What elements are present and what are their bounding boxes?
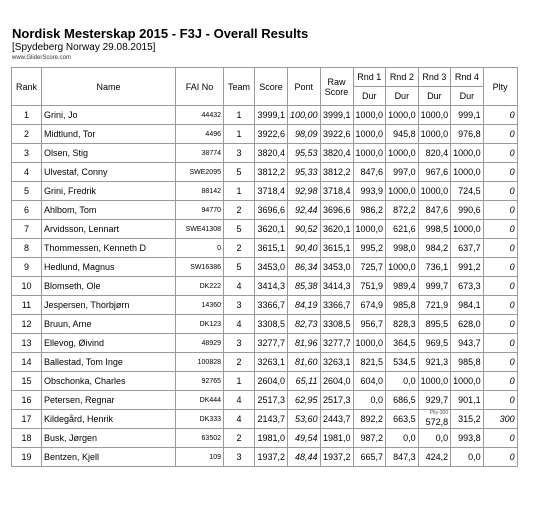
pont-cell: 84,19 xyxy=(288,296,321,315)
rnd3-cell: 967,6 xyxy=(418,163,451,182)
rank-cell: 13 xyxy=(12,334,42,353)
rnd3-cell: 736,1 xyxy=(418,258,451,277)
rnd4-cell: 901,1 xyxy=(451,391,484,410)
table-row xyxy=(12,106,518,125)
rnd1-cell: 956,7 xyxy=(353,315,386,334)
rnd2-cell: 989,4 xyxy=(386,277,419,296)
fai-cell: 44432 xyxy=(176,106,224,125)
team-cell: 5 xyxy=(224,258,255,277)
rnd1-cell: 725,7 xyxy=(353,258,386,277)
table-row xyxy=(12,201,518,220)
raw-score-cell: 3620,1 xyxy=(320,220,353,239)
rnd2-cell: 828,3 xyxy=(386,315,419,334)
plty-cell: 0 xyxy=(483,277,517,296)
score-cell: 2143,7 xyxy=(255,410,288,429)
fai-cell: 92765 xyxy=(176,372,224,391)
rnd4-cell: 985,8 xyxy=(451,353,484,372)
fai-cell: DK222 xyxy=(176,277,224,296)
rnd3-cell: 847,6 xyxy=(418,201,451,220)
plty-cell: 0 xyxy=(483,429,517,448)
pont-cell: 53,60 xyxy=(288,410,321,429)
pont-cell: 90,52 xyxy=(288,220,321,239)
pont-cell: 95,33 xyxy=(288,163,321,182)
col-name-header: Name xyxy=(42,68,176,106)
score-cell: 3718,4 xyxy=(255,182,288,201)
name-cell: Arvidsson, Lennart xyxy=(42,220,176,239)
raw-score-cell: 3999,1 xyxy=(320,106,353,125)
plty-cell: 0 xyxy=(483,315,517,334)
raw-score-cell: 3718,4 xyxy=(320,182,353,201)
rnd4-cell: 1000,0 xyxy=(451,372,484,391)
rnd2-cell: 985,8 xyxy=(386,296,419,315)
pont-cell: 86,34 xyxy=(288,258,321,277)
rnd4-cell: 999,1 xyxy=(451,106,484,125)
table-row xyxy=(12,429,518,448)
rnd1-cell: 674,9 xyxy=(353,296,386,315)
score-cell: 2604,0 xyxy=(255,372,288,391)
fai-cell: 0 xyxy=(176,239,224,258)
table-row xyxy=(12,448,518,467)
team-cell: 4 xyxy=(224,315,255,334)
raw-score-cell: 3308,5 xyxy=(320,315,353,334)
rnd4-cell: 315,2 xyxy=(451,410,484,429)
rnd3-cell: 0,0 xyxy=(418,429,451,448)
rank-cell: 6 xyxy=(12,201,42,220)
raw-score-cell: 3922,6 xyxy=(320,125,353,144)
rank-cell: 3 xyxy=(12,144,42,163)
name-cell: Busk, Jørgen xyxy=(42,429,176,448)
rnd3-cell: 1000,0 xyxy=(418,182,451,201)
name-cell: Olsen, Stig xyxy=(42,144,176,163)
raw-score-cell: 3277,7 xyxy=(320,334,353,353)
plty-cell: 0 xyxy=(483,144,517,163)
rnd2-cell: 847,3 xyxy=(386,448,419,467)
fai-cell: DK444 xyxy=(176,391,224,410)
rnd1-cell: 821,5 xyxy=(353,353,386,372)
table-row xyxy=(12,220,518,239)
rnd1-cell: 1000,0 xyxy=(353,220,386,239)
rnd2-cell: 1000,0 xyxy=(386,182,419,201)
fai-cell: SWE41308 xyxy=(176,220,224,239)
rnd3-cell: 1000,0 xyxy=(418,106,451,125)
rank-cell: 5 xyxy=(12,182,42,201)
plty-cell: 0 xyxy=(483,201,517,220)
score-cell: 3696,6 xyxy=(255,201,288,220)
col-raw-header: Raw Score xyxy=(320,68,353,106)
col-rnd4-dur-header: Dur xyxy=(451,87,484,106)
score-cell: 3620,1 xyxy=(255,220,288,239)
fai-cell: 14360 xyxy=(176,296,224,315)
name-cell: Thommessen, Kenneth D xyxy=(42,239,176,258)
rnd1-cell: 995,2 xyxy=(353,239,386,258)
rnd4-cell: 637,7 xyxy=(451,239,484,258)
event-subtitle: [Spydeberg Norway 29.08.2015] xyxy=(12,42,156,53)
rnd4-cell: 993,8 xyxy=(451,429,484,448)
fai-cell: 38774 xyxy=(176,144,224,163)
name-cell: Bentzen, Kjell xyxy=(42,448,176,467)
score-cell: 3414,3 xyxy=(255,277,288,296)
rnd4-cell: 943,7 xyxy=(451,334,484,353)
plty-cell: 0 xyxy=(483,163,517,182)
rnd4-cell: 1000,0 xyxy=(451,144,484,163)
results-table xyxy=(11,67,518,467)
table-row xyxy=(12,144,518,163)
rnd4-cell: 0,0 xyxy=(451,448,484,467)
rnd3-cell: 1000,0 xyxy=(418,372,451,391)
team-cell: 5 xyxy=(224,220,255,239)
plty-cell: 0 xyxy=(483,182,517,201)
table-row xyxy=(12,334,518,353)
pont-cell: 90,40 xyxy=(288,239,321,258)
table-row xyxy=(12,182,518,201)
table-row xyxy=(12,296,518,315)
score-cell: 3922,6 xyxy=(255,125,288,144)
score-cell: 3263,1 xyxy=(255,353,288,372)
rnd2-cell: 1000,0 xyxy=(386,258,419,277)
pont-cell: 95,53 xyxy=(288,144,321,163)
pont-cell: 81,96 xyxy=(288,334,321,353)
score-cell: 1981,0 xyxy=(255,429,288,448)
name-cell: Blomseth, Ole xyxy=(42,277,176,296)
raw-score-cell: 2604,0 xyxy=(320,372,353,391)
team-cell: 3 xyxy=(224,448,255,467)
rnd3-cell: 721,9 xyxy=(418,296,451,315)
fai-cell: 109 xyxy=(176,448,224,467)
rank-cell: 7 xyxy=(12,220,42,239)
rnd4-cell: 984,1 xyxy=(451,296,484,315)
page-title: Nordisk Mesterskap 2015 - F3J - Overall Results xyxy=(12,26,309,41)
rnd4-cell: 976,8 xyxy=(451,125,484,144)
plty-cell: 0 xyxy=(483,106,517,125)
pont-cell: 82,73 xyxy=(288,315,321,334)
table-row xyxy=(12,353,518,372)
table-row xyxy=(12,125,518,144)
team-cell: 1 xyxy=(224,182,255,201)
rnd2-cell: 1000,0 xyxy=(386,106,419,125)
name-cell: Grini, Fredrik xyxy=(42,182,176,201)
plty-cell: 300 xyxy=(483,410,517,429)
rnd2-cell: 534,5 xyxy=(386,353,419,372)
table-body xyxy=(12,106,518,467)
fai-cell: 63502 xyxy=(176,429,224,448)
rnd2-cell: 621,6 xyxy=(386,220,419,239)
name-cell: Jespersen, Thorbjørn xyxy=(42,296,176,315)
team-cell: 4 xyxy=(224,410,255,429)
name-cell: Ahlbom, Tom xyxy=(42,201,176,220)
rank-cell: 1 xyxy=(12,106,42,125)
col-rnd2-dur-header: Dur xyxy=(386,87,419,106)
rnd1-cell: 986,2 xyxy=(353,201,386,220)
pont-cell: 81,60 xyxy=(288,353,321,372)
rank-cell: 4 xyxy=(12,163,42,182)
pont-cell: 98,09 xyxy=(288,125,321,144)
col-fai-header: FAI No xyxy=(176,68,224,106)
score-cell: 3308,5 xyxy=(255,315,288,334)
fai-cell: SW16386 xyxy=(176,258,224,277)
score-cell: 3615,1 xyxy=(255,239,288,258)
col-rnd2-header: Rnd 2 xyxy=(386,68,419,87)
col-rnd4-header: Rnd 4 xyxy=(451,68,484,87)
table-row xyxy=(12,410,518,429)
name-cell: Obschonka, Charles xyxy=(42,372,176,391)
table-row xyxy=(12,315,518,334)
plty-cell: 0 xyxy=(483,125,517,144)
pont-cell: 65,11 xyxy=(288,372,321,391)
name-cell: Midtlund, Tor xyxy=(42,125,176,144)
team-cell: 5 xyxy=(224,163,255,182)
team-cell: 4 xyxy=(224,277,255,296)
rank-cell: 10 xyxy=(12,277,42,296)
rnd2-cell: 998,0 xyxy=(386,239,419,258)
penalty-note: Plty-300 xyxy=(429,410,449,416)
rnd3-value: 572,8 xyxy=(425,417,449,427)
col-rank-header: Rank xyxy=(12,68,42,106)
pont-cell: 48,44 xyxy=(288,448,321,467)
plty-cell: 0 xyxy=(483,258,517,277)
plty-cell: 0 xyxy=(483,353,517,372)
rnd1-cell: 665,7 xyxy=(353,448,386,467)
team-cell: 4 xyxy=(224,391,255,410)
raw-score-cell: 2517,3 xyxy=(320,391,353,410)
table-row xyxy=(12,258,518,277)
rnd3-cell: 998,5 xyxy=(418,220,451,239)
team-cell: 3 xyxy=(224,296,255,315)
rank-cell: 19 xyxy=(12,448,42,467)
team-cell: 2 xyxy=(224,239,255,258)
score-cell: 3277,7 xyxy=(255,334,288,353)
rnd1-cell: 751,9 xyxy=(353,277,386,296)
fai-cell: DK123 xyxy=(176,315,224,334)
rank-cell: 16 xyxy=(12,391,42,410)
rnd2-cell: 663,5 xyxy=(386,410,419,429)
raw-score-cell: 1937,2 xyxy=(320,448,353,467)
pont-cell: 62,95 xyxy=(288,391,321,410)
raw-score-cell: 3812,2 xyxy=(320,163,353,182)
score-cell: 3812,2 xyxy=(255,163,288,182)
plty-cell: 0 xyxy=(483,296,517,315)
plty-cell: 0 xyxy=(483,391,517,410)
raw-score-cell: 3263,1 xyxy=(320,353,353,372)
team-cell: 1 xyxy=(224,106,255,125)
col-rnd3-dur-header: Dur xyxy=(418,87,451,106)
fai-cell: 94770 xyxy=(176,201,224,220)
rnd2-cell: 0,0 xyxy=(386,372,419,391)
raw-score-cell: 3820,4 xyxy=(320,144,353,163)
rnd4-cell: 1000,0 xyxy=(451,163,484,182)
rnd3-cell: 1000,0 xyxy=(418,125,451,144)
col-rnd1-header: Rnd 1 xyxy=(353,68,386,87)
rnd2-cell: 0,0 xyxy=(386,429,419,448)
team-cell: 1 xyxy=(224,372,255,391)
score-cell: 3366,7 xyxy=(255,296,288,315)
name-cell: Petersen, Regnar xyxy=(42,391,176,410)
rnd3-cell xyxy=(418,410,451,429)
rnd1-cell: 1000,0 xyxy=(353,334,386,353)
rank-cell: 17 xyxy=(12,410,42,429)
col-rnd3-header: Rnd 3 xyxy=(418,68,451,87)
name-cell: Bruun, Arne xyxy=(42,315,176,334)
table-row xyxy=(12,239,518,258)
plty-cell: 0 xyxy=(483,372,517,391)
rank-cell: 8 xyxy=(12,239,42,258)
raw-score-cell: 3615,1 xyxy=(320,239,353,258)
plty-cell: 0 xyxy=(483,239,517,258)
rank-cell: 14 xyxy=(12,353,42,372)
team-cell: 1 xyxy=(224,125,255,144)
raw-score-cell: 1981,0 xyxy=(320,429,353,448)
site-credit: www.GliderScore.com xyxy=(12,55,72,61)
rank-cell: 18 xyxy=(12,429,42,448)
fai-cell: 88142 xyxy=(176,182,224,201)
rnd2-cell: 364,5 xyxy=(386,334,419,353)
team-cell: 2 xyxy=(224,429,255,448)
pont-cell: 92,98 xyxy=(288,182,321,201)
rnd1-cell: 993,9 xyxy=(353,182,386,201)
name-cell: Ulvestaf, Conny xyxy=(42,163,176,182)
pont-cell: 85,38 xyxy=(288,277,321,296)
col-rnd1-dur-header: Dur xyxy=(353,87,386,106)
pont-cell: 92,44 xyxy=(288,201,321,220)
rnd2-cell: 945,8 xyxy=(386,125,419,144)
rank-cell: 2 xyxy=(12,125,42,144)
rnd1-cell: 892,2 xyxy=(353,410,386,429)
name-cell: Grini, Jo xyxy=(42,106,176,125)
rnd3-cell: 969,5 xyxy=(418,334,451,353)
plty-cell: 0 xyxy=(483,220,517,239)
rnd4-cell: 1000,0 xyxy=(451,220,484,239)
rnd3-cell: 929,7 xyxy=(418,391,451,410)
rnd4-cell: 724,5 xyxy=(451,182,484,201)
table-header xyxy=(12,68,518,106)
rnd3-cell: 984,2 xyxy=(418,239,451,258)
rnd3-cell: 820,4 xyxy=(418,144,451,163)
name-cell: Kildegård, Henrik xyxy=(42,410,176,429)
rnd2-cell: 872,2 xyxy=(386,201,419,220)
name-cell: Ellevog, Øivind xyxy=(42,334,176,353)
team-cell: 2 xyxy=(224,201,255,220)
rnd1-cell: 1000,0 xyxy=(353,106,386,125)
fai-cell: DK333 xyxy=(176,410,224,429)
rank-cell: 11 xyxy=(12,296,42,315)
fai-cell: SWE2095 xyxy=(176,163,224,182)
score-cell: 3999,1 xyxy=(255,106,288,125)
rnd2-cell: 686,5 xyxy=(386,391,419,410)
score-cell: 3820,4 xyxy=(255,144,288,163)
raw-score-cell: 3366,7 xyxy=(320,296,353,315)
name-cell: Hedlund, Magnus xyxy=(42,258,176,277)
rnd1-cell: 847,6 xyxy=(353,163,386,182)
pont-cell: 49,54 xyxy=(288,429,321,448)
table-row xyxy=(12,391,518,410)
rnd1-cell: 0,0 xyxy=(353,391,386,410)
rank-cell: 9 xyxy=(12,258,42,277)
team-cell: 2 xyxy=(224,353,255,372)
plty-cell: 0 xyxy=(483,334,517,353)
pont-cell: 100,00 xyxy=(288,106,321,125)
raw-score-cell: 3696,6 xyxy=(320,201,353,220)
rnd1-cell: 987,2 xyxy=(353,429,386,448)
col-plty-header: Plty xyxy=(483,68,517,106)
rnd3-cell: 999,7 xyxy=(418,277,451,296)
fai-cell: 100828 xyxy=(176,353,224,372)
score-cell: 1937,2 xyxy=(255,448,288,467)
fai-cell: 4496 xyxy=(176,125,224,144)
team-cell: 3 xyxy=(224,334,255,353)
rnd2-cell: 997,0 xyxy=(386,163,419,182)
rnd4-cell: 673,3 xyxy=(451,277,484,296)
col-team-header: Team xyxy=(224,68,255,106)
fai-cell: 48929 xyxy=(176,334,224,353)
rnd3-cell: 424,2 xyxy=(418,448,451,467)
raw-score-cell: 3414,3 xyxy=(320,277,353,296)
rnd1-cell: 1000,0 xyxy=(353,144,386,163)
col-pont-header: Pont xyxy=(288,68,321,106)
table-row xyxy=(12,372,518,391)
rnd1-cell: 604,0 xyxy=(353,372,386,391)
rnd2-cell: 1000,0 xyxy=(386,144,419,163)
rank-cell: 15 xyxy=(12,372,42,391)
table-row xyxy=(12,163,518,182)
rnd3-cell: 895,5 xyxy=(418,315,451,334)
rnd4-cell: 628,0 xyxy=(451,315,484,334)
name-cell: Ballestad, Tom Inge xyxy=(42,353,176,372)
team-cell: 3 xyxy=(224,144,255,163)
rnd3-cell: 921,3 xyxy=(418,353,451,372)
raw-score-cell: 3453,0 xyxy=(320,258,353,277)
rnd1-cell: 1000,0 xyxy=(353,125,386,144)
raw-score-cell: 2443,7 xyxy=(320,410,353,429)
plty-cell: 0 xyxy=(483,448,517,467)
rnd4-cell: 990,6 xyxy=(451,201,484,220)
col-score-header: Score xyxy=(255,68,288,106)
rank-cell: 12 xyxy=(12,315,42,334)
rnd4-cell: 991,2 xyxy=(451,258,484,277)
score-cell: 2517,3 xyxy=(255,391,288,410)
score-cell: 3453,0 xyxy=(255,258,288,277)
table-row xyxy=(12,277,518,296)
